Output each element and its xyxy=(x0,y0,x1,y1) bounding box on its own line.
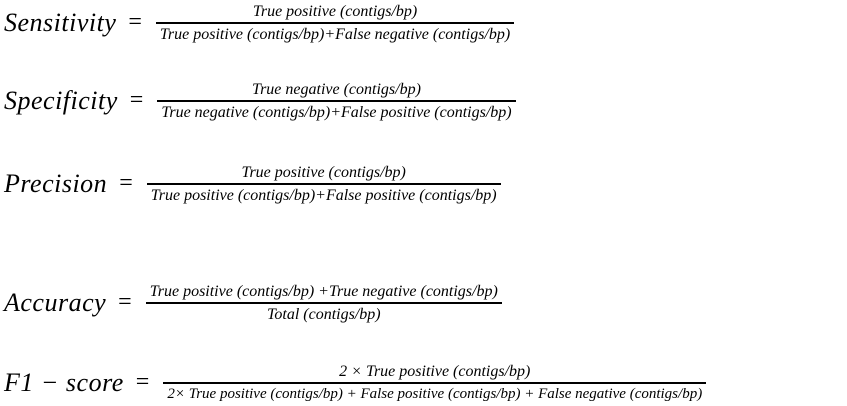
equation-lhs: Precision xyxy=(4,168,108,198)
denominator: Total (contigs/bp) xyxy=(266,305,381,323)
f1-score-equation xyxy=(4,362,706,404)
equals-sign: = xyxy=(119,170,133,197)
denominator: True negative (contigs/bp)+False positive (contigs/bp) xyxy=(161,103,512,121)
denominator: True positive (contigs/bp)+False positive (contigs/bp) xyxy=(150,186,497,204)
numerator: True positive (contigs/bp) xyxy=(252,3,418,20)
numerator: True negative (contigs/bp) xyxy=(252,81,421,98)
fraction xyxy=(147,163,501,205)
equals-sign: = xyxy=(128,9,142,36)
equation-lhs: F1 − score xyxy=(4,367,124,397)
equals-sign: = xyxy=(135,369,150,396)
denominator: 2× True positive (contigs/bp) + False positive (contigs/bp) + False negative (contigs/bp) xyxy=(167,385,703,402)
sensitivity-equation xyxy=(4,2,514,44)
numerator: True positive (contigs/bp) +True negative (contigs/bp) xyxy=(149,283,498,300)
fraction xyxy=(163,362,706,404)
numerator: True positive (contigs/bp) xyxy=(241,164,406,181)
specificity-equation xyxy=(4,80,516,122)
fraction xyxy=(156,2,514,44)
equals-sign: = xyxy=(129,87,144,114)
fraction xyxy=(157,80,515,122)
precision-equation xyxy=(4,163,501,205)
equals-sign: = xyxy=(118,289,132,316)
equation-lhs: Accuracy xyxy=(4,287,107,317)
numerator: 2 × True positive (contigs/bp) xyxy=(339,363,531,380)
accuracy-equation xyxy=(4,282,502,324)
denominator: True positive (contigs/bp)+False negative (contigs/bp) xyxy=(159,25,511,43)
equation-lhs: Specificity xyxy=(4,85,118,115)
equation-lhs: Sensitivity xyxy=(4,7,117,37)
fraction xyxy=(146,282,502,324)
